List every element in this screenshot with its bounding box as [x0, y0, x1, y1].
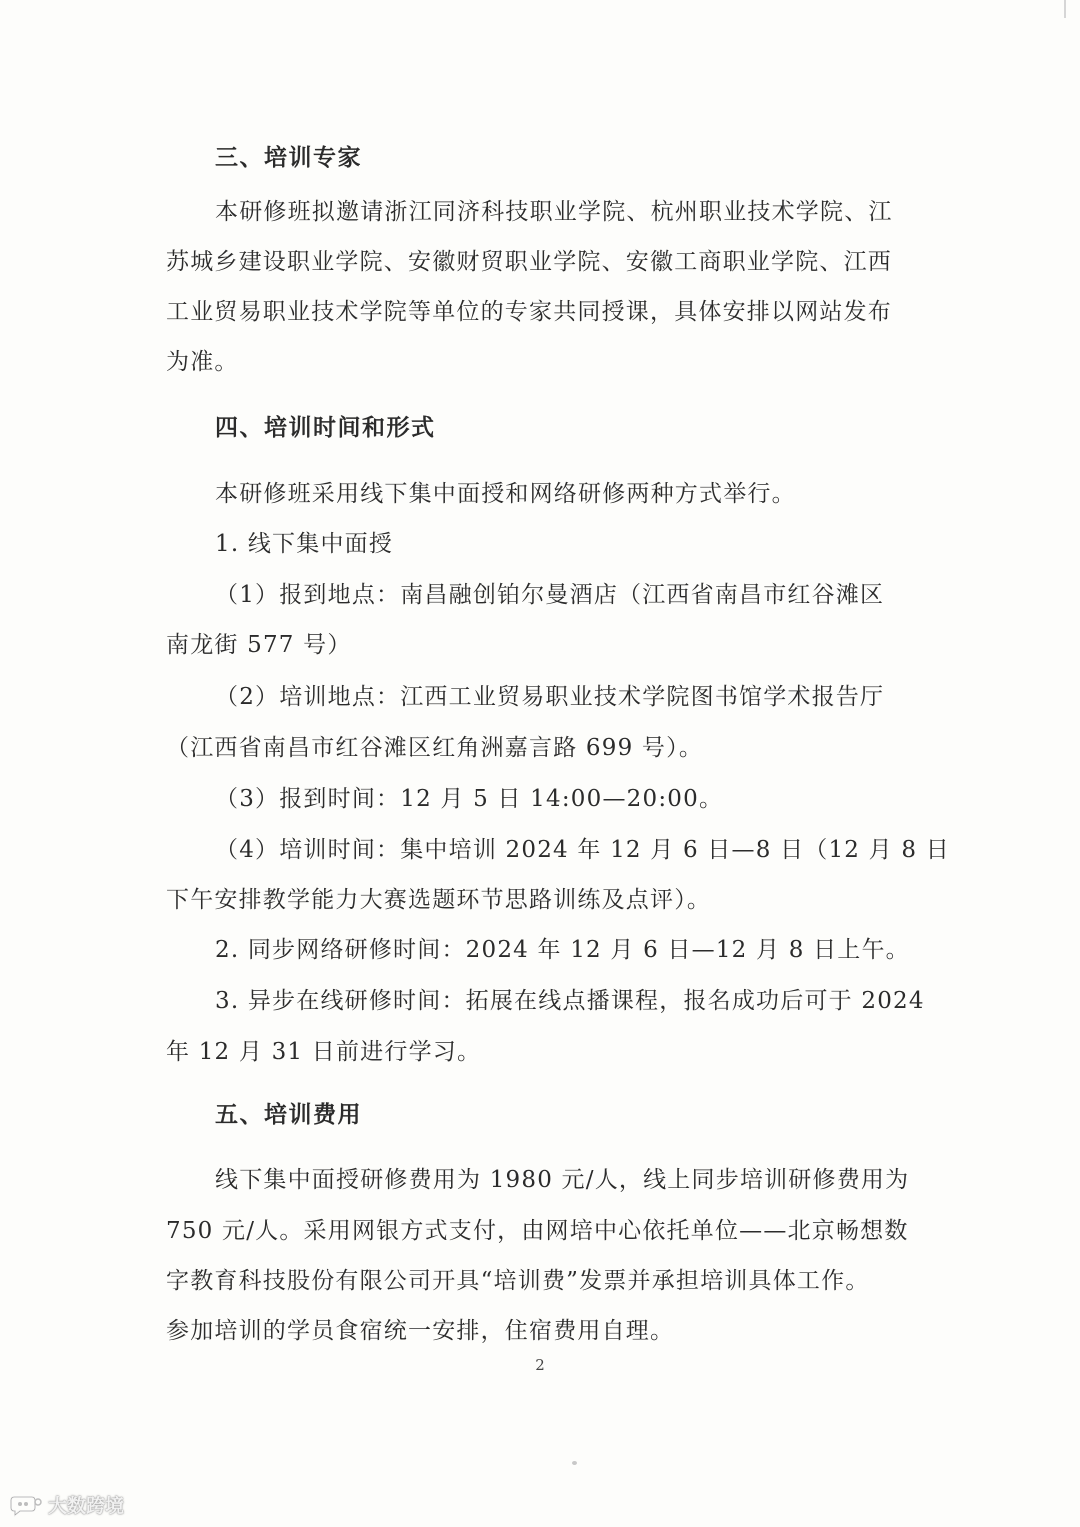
page-number: 2 [535, 1356, 545, 1374]
paragraph-line: 苏城乡建设职业学院、安徽财贸职业学院、安徽工商职业学院、江西 [166, 249, 892, 275]
section-heading-experts: 三、培训专家 [215, 145, 362, 171]
paragraph-line: 750 元/人。采用网银方式支付，由网培中心依托单位——北京畅想数 [166, 1218, 909, 1244]
paragraph-line: 线下集中面授研修费用为 1980 元/人，线上同步培训研修费用为 [215, 1167, 910, 1193]
list-item: 年 12 月 31 日前进行学习。 [166, 1039, 482, 1065]
speech-bubble-logo-icon [10, 1493, 44, 1517]
paragraph-line: 字教育科技股份有限公司开具“培训费”发票并承担培训具体工作。 [166, 1268, 870, 1294]
paragraph-line: 工业贸易职业技术学院等单位的专家共同授课，具体安排以网站发布 [166, 299, 892, 325]
list-subitem: （1）报到地点：南昌融创铂尔曼酒店（江西省南昌市红谷滩区 [215, 582, 885, 608]
list-subitem: （2）培训地点：江西工业贸易职业技术学院图书馆学术报告厅 [215, 684, 885, 710]
paragraph-line: 为准。 [166, 349, 239, 375]
list-item: 3. 异步在线研修时间：拓展在线点播课程，报名成功后可于 2024 [215, 988, 925, 1014]
paragraph-line: 参加培训的学员食宿统一安排，住宿费用自理。 [166, 1318, 675, 1344]
list-subitem: 下午安排教学能力大赛选题环节思路训练及点评）。 [166, 887, 712, 913]
list-item: 1. 线下集中面授 [215, 531, 394, 557]
watermark-text: 大数跨境 [48, 1495, 125, 1517]
list-subitem: （4）培训时间：集中培训 2024 年 12 月 6 日—8 日（12 月 8 日 [215, 837, 950, 863]
watermark [10, 1491, 124, 1518]
list-subitem: （3）报到时间：12 月 5 日 14:00—20:00。 [215, 786, 724, 812]
section-heading-fees: 五、培训费用 [215, 1102, 362, 1128]
list-subitem: （江西省南昌市红谷滩区红角洲嘉言路 699 号）。 [166, 735, 704, 761]
scan-speck [572, 1461, 577, 1465]
section-heading-schedule: 四、培训时间和形式 [215, 415, 436, 441]
paragraph-line: 本研修班采用线下集中面授和网络研修两种方式举行。 [215, 481, 796, 507]
list-subitem: 南龙街 577 号） [166, 632, 352, 658]
paragraph-line: 本研修班拟邀请浙江同济科技职业学院、杭州职业技术学院、江 [215, 199, 893, 225]
scan-edge-mark [1064, 0, 1066, 18]
list-item: 2. 同步网络研修时间：2024 年 12 月 6 日—12 月 8 日上午。 [215, 937, 910, 963]
